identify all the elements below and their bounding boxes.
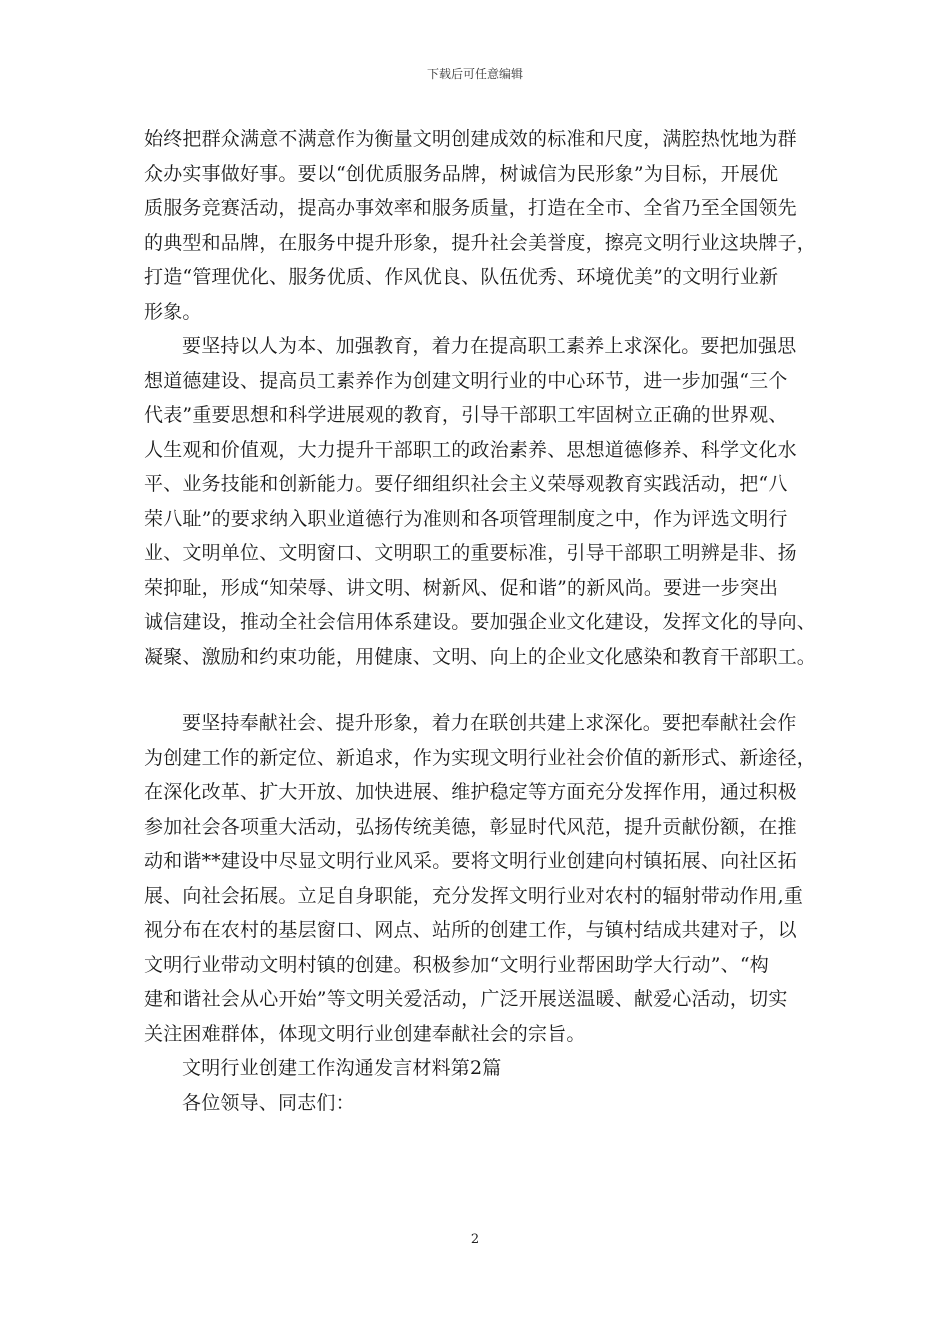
text-line: 形象。 [144, 300, 202, 323]
text-line: 为创建工作的新定位、新追求，作为实现文明行业社会价值的新形式、新途径， [144, 746, 817, 769]
text-line: 建和谐社会从心开始”等文明关爱活动，广泛开展送温暖、献爱心活动，切实 [144, 988, 788, 1010]
text-line: 人生观和价值观，大力提升干部职工的政治素养、思想道德修养、科学文化水 [144, 438, 797, 461]
text-line: 业、文明单位、文明窗口、文明职工的重要标准，引导干部职工明辨是非、扬 [144, 542, 797, 564]
text-line: 展、向社会拓展。立足自身职能，充分发挥文明行业对农村的辐射带动作用,重 [144, 884, 804, 907]
text-line-first: 要坚持以人为本、加强教育，着力在提高职工素养上求深化。要把加强思 [182, 335, 797, 357]
text-line: 众办实事做好事。要以“创优质服务品牌，树诚信为民形象”为目标，开展优 [144, 162, 779, 185]
text-line: 想道德建设、提高员工素养作为创建文明行业的中心环节，进一步加强“三个 [144, 369, 788, 392]
text-line: 平、业务技能和创新能力。要仔细组织社会主义荣辱观教育实践活动，把“八 [144, 473, 788, 495]
text-line: 关注困难群体，体现文明行业创建奉献社会的宗旨。 [144, 1022, 586, 1045]
text-line: 荣八耻”的要求纳入职业道德行为准则和各项管理制度之中，作为评选文明行 [144, 507, 788, 530]
text-line: 视分布在农村的基层窗口、网点、站所的创建工作，与镇村结成共建对子，以 [144, 919, 797, 941]
document-body [144, 122, 817, 1120]
text-line: 凝聚、激励和约束功能，用健康、文明、向上的企业文化感染和教育干部职工。 [144, 645, 817, 668]
paragraph-1 [144, 122, 817, 329]
text-line: 动和谐**建设中尽显文明行业风采。要将文明行业创建向村镇拓展、向社区拓 [144, 850, 798, 872]
text-line: 参加社会各项重大活动，弘扬传统美德，彰显时代风范，提升贡献份额，在推 [144, 815, 797, 838]
text-line: 诚信建设，推动全社会信用体系建设。要加强企业文化建设，发挥文化的导向、 [144, 611, 817, 633]
text-line: 打造“管理优化、服务优质、作风优良、队伍优秀、环境优美”的文明行业新 [144, 266, 779, 288]
text-line: 荣抑耻，形成“知荣辱、讲文明、树新风、促和谐”的新风尚。要进一步突出 [144, 576, 779, 599]
page-number: 2 [470, 1232, 480, 1247]
text-line-first: 要坚持奉献社会、提升形象，着力在联创共建上求深化。要把奉献社会作 [182, 712, 797, 734]
text-line: 文明行业带动文明村镇的创建。积极参加“文明行业帮困助学大行动”、“构 [144, 953, 769, 976]
page-header-note: 下载后可任意编辑 [426, 67, 523, 81]
text-line: 在深化改革、扩大开放、加快进展、维护稳定等方面充分发挥作用，通过积极 [144, 781, 797, 803]
text-line: 代表”重要思想和科学进展观的教育，引导干部职工牢固树立正确的世界观、 [144, 404, 788, 426]
section-heading [144, 1051, 806, 1086]
text-line: 的典型和品牌，在服务中提升形象，提升社会美誉度，擦亮文明行业这块牌子， [144, 231, 817, 254]
paragraph-spacer [144, 674, 806, 706]
text-line: 始终把群众满意不满意作为衡量文明创建成效的标准和尺度，满腔热忱地为群 [144, 128, 797, 150]
paragraph-3 [144, 706, 817, 1051]
salutation-text: 各位领导、同志们： [182, 1091, 355, 1114]
salutation [144, 1086, 806, 1121]
section-title: 文明行业创建工作沟通发言材料第2篇 [182, 1057, 502, 1079]
paragraph-2 [144, 329, 817, 674]
text-line: 质服务竞赛活动，提高办事效率和服务质量，打造在全市、全省乃至全国领先 [144, 197, 797, 219]
